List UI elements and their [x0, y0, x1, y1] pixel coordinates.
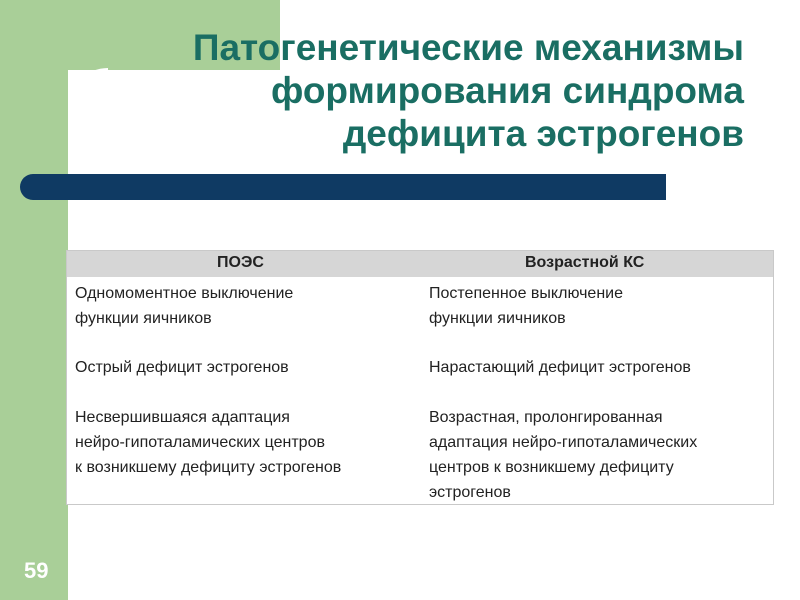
decorative-bar — [20, 174, 666, 200]
left-green-band — [0, 0, 68, 600]
table-cell: Постепенное выключение функции яичников — [429, 285, 623, 327]
table-header — [67, 251, 773, 277]
title-line-3: дефицита эстрогенов — [342, 113, 744, 154]
table-cell: Возрастная, пролонгированная адаптация нейро-гипоталамических центров к возникшему дефициту эстрогенов — [429, 409, 698, 501]
title-line-1: Патогенетические механизмы — [192, 27, 744, 68]
table-cell: Несвершившаяся адаптация нейро-гипоталамических центров к возникшему дефициту эстрогенов — [75, 409, 342, 476]
slide-title — [104, 26, 744, 155]
page-number: 59 — [24, 558, 49, 583]
header-poes: ПОЭС — [217, 254, 264, 271]
header-age-ks: Возрастной КС — [525, 254, 645, 271]
table-cell: Одномоментное выключение функции яичников — [75, 285, 294, 327]
rounded-corner — [68, 68, 108, 108]
table-cell: Нарастающий дефицит эстрогенов — [429, 359, 691, 376]
title-line-2: формирования синдрома — [270, 70, 744, 111]
comparison-table — [66, 250, 774, 505]
table-cell: Острый дефицит эстрогенов — [75, 359, 289, 376]
